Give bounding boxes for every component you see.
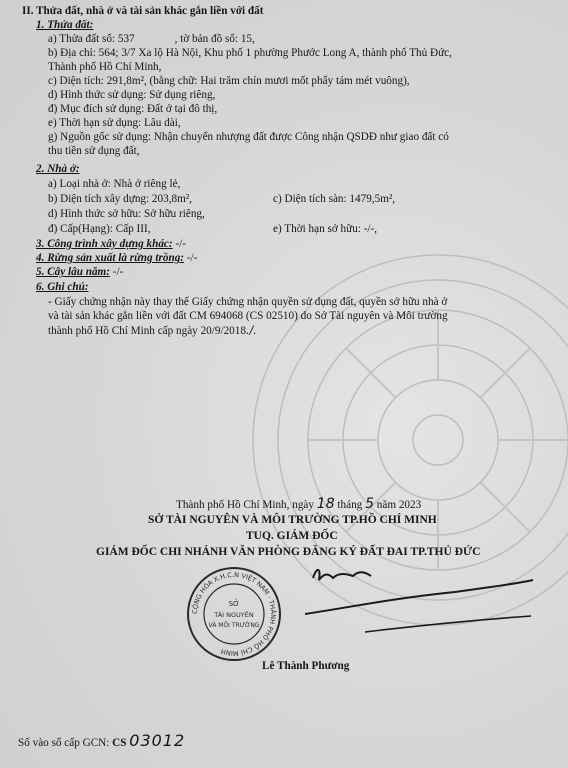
item-3-value: -/- bbox=[172, 238, 186, 250]
date-month: 5 bbox=[365, 496, 374, 512]
director-title: GIÁM ĐỐC CHI NHÁNH VĂN PHÒNG ĐĂNG KÝ ĐẤT ĐAI TP.THỦ ĐỨC bbox=[96, 546, 481, 558]
house-build-area: b) Diện tích xây dựng: 203,8m², bbox=[48, 193, 192, 205]
item-4-label: 4. Rừng sản xuất là rừng trồng: bbox=[36, 252, 185, 264]
notes-line-3-text: thành phố Hồ Chí Minh cấp ngày 20/9/2018 bbox=[48, 325, 246, 337]
notes-line-1: - Giấy chứng nhận này thay thế Giấy chứng nhận quyền sử dụng đất, quyền sở hữu nhà ở bbox=[48, 296, 448, 308]
svg-text:SỞ: SỞ bbox=[228, 600, 240, 608]
notes-end-mark: ./. bbox=[245, 324, 257, 337]
address-line-1: b) Địa chỉ: 564; 3/7 Xa lộ Hà Nội, Khu phố 1 phường Phước Long A, thành phố Thủ Đức, bbox=[48, 47, 452, 59]
date-year: năm 2023 bbox=[376, 499, 422, 511]
agency-title: SỞ TÀI NGUYÊN VÀ MÔI TRƯỜNG TP.HỒ CHÍ MINH bbox=[148, 514, 437, 526]
registry-value: 03012 bbox=[129, 731, 186, 750]
land-use-form: d) Hình thức sử dụng: Sử dụng riêng, bbox=[48, 89, 216, 101]
issue-date bbox=[176, 498, 421, 512]
date-day: 18 bbox=[316, 496, 335, 512]
notes-line-3 bbox=[48, 324, 257, 338]
item-3-label: 3. Công trình xây dựng khác: bbox=[36, 238, 173, 250]
item-3 bbox=[36, 238, 186, 251]
svg-text:CỘNG HÒA X.H.C.N VIỆT NAM · TH: CỘNG HÒA X.H.C.N VIỆT NAM · THÀNH PHỐ HỒ CHÍ MINH bbox=[190, 570, 278, 658]
item-4-value: -/- bbox=[184, 252, 198, 264]
house-own-form: d) Hình thức sở hữu: Sở hữu riêng, bbox=[48, 208, 205, 220]
land-origin-1: g) Nguồn gốc sử dụng: Nhận chuyển nhượng đất được Công nhận QSDĐ như giao đất có bbox=[48, 131, 449, 143]
notes-heading: 6. Ghi chú: bbox=[36, 281, 89, 293]
land-use-purpose: đ) Mục đích sử dụng: Đất ở tại đô thị, bbox=[48, 103, 218, 115]
lot-number bbox=[48, 33, 255, 46]
house-type: a) Loại nhà ở: Nhà ở riêng lẻ, bbox=[48, 178, 181, 190]
date-prefix: Thành phố Hồ Chí Minh, ngày bbox=[176, 499, 314, 511]
house-heading: 2. Nhà ở: bbox=[36, 163, 80, 175]
item-5-value: -/- bbox=[109, 266, 124, 278]
map-sheet-text: , tờ bản đồ số: 15, bbox=[174, 33, 255, 45]
item-5 bbox=[36, 266, 123, 279]
item-5-label: 5. Cây lâu năm: bbox=[36, 266, 110, 278]
svg-text:VÀ MÔI TRƯỜNG: VÀ MÔI TRƯỜNG bbox=[208, 622, 260, 629]
registry-number bbox=[18, 731, 186, 750]
notes-line-2: và tài sản khác gắn liền với đất CM 694068 (CS 02510) do Sở Tài nguyên và Môi trường bbox=[48, 310, 448, 322]
house-grade: đ) Cấp(Hạng): Cấp III, bbox=[48, 223, 151, 235]
registry-prefix: CS bbox=[112, 737, 127, 749]
house-own-term: e) Thời hạn sở hữu: -/-, bbox=[273, 223, 378, 235]
land-use-term: e) Thời hạn sử dụng: Lâu dài, bbox=[48, 117, 181, 129]
handwritten-signature bbox=[305, 562, 535, 660]
svg-text:TÀI NGUYÊN: TÀI NGUYÊN bbox=[214, 611, 254, 619]
item-4 bbox=[36, 252, 197, 265]
land-origin-2: thu tiền sử dụng đất, bbox=[48, 145, 140, 157]
signer-name: Lê Thành Phương bbox=[262, 660, 350, 672]
land-heading: 1. Thửa đất: bbox=[36, 19, 94, 31]
official-seal-stamp bbox=[186, 566, 282, 662]
address-line-2: Thành phố Hồ Chí Minh, bbox=[48, 61, 162, 73]
land-area: c) Diện tích: 291,8m², (bằng chữ: Hai trăm chín mươi mốt phẩy tám mét vuông), bbox=[48, 75, 410, 87]
house-floor-area: c) Diện tích sàn: 1479,5m², bbox=[273, 193, 396, 205]
date-month-label: tháng bbox=[337, 499, 363, 511]
registry-label: Số vào sổ cấp GCN: bbox=[18, 737, 110, 749]
section-title: II. Thửa đất, nhà ở và tài sản khác gắn liền với đất bbox=[22, 5, 264, 17]
lot-number-text: a) Thửa đất số: 537 bbox=[48, 33, 135, 45]
proxy-title: TUQ. GIÁM ĐỐC bbox=[246, 530, 338, 542]
